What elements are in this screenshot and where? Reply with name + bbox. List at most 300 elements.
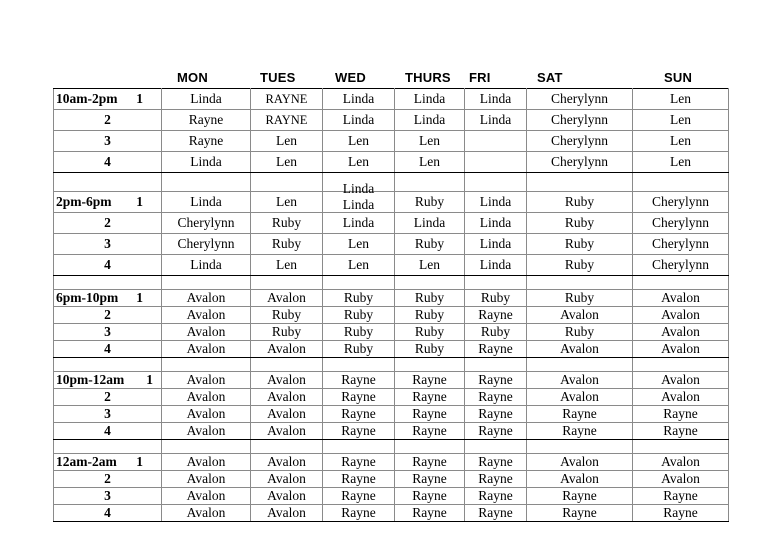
shift-cell[interactable]: [527, 471, 633, 488]
shift-cell[interactable]: [527, 110, 633, 131]
shift-cell[interactable]: [465, 255, 527, 276]
shift-cell-text: Len: [348, 133, 369, 148]
shift-cell[interactable]: [251, 110, 323, 131]
spacer-cell: [251, 276, 323, 290]
shift-cell[interactable]: [323, 423, 395, 440]
shift-cell[interactable]: [465, 505, 527, 522]
spacer-cell: [465, 440, 527, 454]
shift-cell-text: Ruby: [564, 324, 595, 339]
shift-cell-text: Avalon: [661, 307, 700, 322]
table-row: [54, 290, 729, 307]
shift-cell-text: Avalon: [186, 454, 226, 469]
row-number: 4: [104, 341, 111, 356]
shift-cell-text: Rayne: [663, 505, 698, 520]
shift-cell-text: Cherylynn: [551, 112, 608, 127]
shift-cell-text: Ruby: [271, 307, 302, 322]
shift-cell[interactable]: [251, 505, 323, 522]
shift-cell[interactable]: [395, 389, 465, 406]
table-row: [54, 406, 729, 423]
shift-cell-text: Avalon: [267, 341, 306, 356]
shift-cell[interactable]: [633, 307, 729, 324]
shift-cell-text: Avalon: [560, 389, 599, 404]
shift-cell[interactable]: [323, 389, 395, 406]
shift-cell-text: Avalon: [267, 471, 306, 486]
shift-cell[interactable]: [251, 234, 323, 255]
shift-cell[interactable]: [527, 234, 633, 255]
shift-cell[interactable]: [395, 324, 465, 341]
shift-cell[interactable]: [162, 192, 251, 213]
shift-cell-text: Avalon: [661, 290, 700, 305]
spacer-cell: [527, 358, 633, 372]
shift-cell[interactable]: [527, 255, 633, 276]
shift-cell[interactable]: [527, 192, 633, 213]
shift-cell[interactable]: [465, 110, 527, 131]
shift-cell-text: Avalon: [186, 341, 226, 356]
shift-cell-text: Len: [348, 154, 369, 169]
shift-cell[interactable]: [323, 290, 395, 307]
row-number-cell: [54, 406, 162, 423]
shift-cell-text: Rayne: [412, 454, 447, 469]
spacer-cell: [633, 276, 729, 290]
shift-cell[interactable]: [633, 406, 729, 423]
shift-cell[interactable]: [251, 454, 323, 471]
row-number: 3: [104, 133, 111, 148]
shift-cell-text: RAYNE: [265, 92, 308, 106]
shift-cell[interactable]: [323, 406, 395, 423]
shift-cell[interactable]: [395, 488, 465, 505]
shift-cell[interactable]: [465, 234, 527, 255]
shift-cell[interactable]: [251, 372, 323, 389]
shift-cell[interactable]: [465, 372, 527, 389]
shift-cell[interactable]: [323, 181, 395, 213]
shift-cell[interactable]: [251, 290, 323, 307]
time-range-label-cell: [54, 290, 162, 307]
spacer-cell: [251, 440, 323, 454]
shift-cell-text: Linda: [479, 215, 512, 230]
time-range-label: 10am-2pm: [56, 91, 118, 106]
shift-cell[interactable]: [527, 372, 633, 389]
shift-cell[interactable]: [465, 454, 527, 471]
shift-cell-text: Avalon: [186, 406, 226, 421]
row-number-cell: [54, 131, 162, 152]
shift-cell-text: Avalon: [267, 423, 306, 438]
shift-cell[interactable]: [633, 423, 729, 440]
shift-cell[interactable]: [323, 372, 395, 389]
shift-cell-text: Linda: [342, 91, 375, 106]
block-spacer-row: [54, 276, 729, 290]
table-row: [54, 192, 729, 213]
row-number: 2: [104, 112, 111, 127]
shift-cell-text: Avalon: [186, 307, 226, 322]
shift-cell-text: Ruby: [271, 324, 302, 339]
shift-cell[interactable]: [633, 255, 729, 276]
shift-cell-text: Rayne: [478, 307, 513, 322]
shift-cell-text: Avalon: [186, 423, 226, 438]
shift-cell-text: Avalon: [186, 471, 226, 486]
shift-cell[interactable]: [527, 290, 633, 307]
spacer-cell: [323, 440, 395, 454]
shift-cell[interactable]: [527, 131, 633, 152]
shift-cell[interactable]: [395, 471, 465, 488]
shift-cell[interactable]: [162, 389, 251, 406]
shift-cell[interactable]: [633, 372, 729, 389]
shift-cell-text-clipped-top: Linda: [342, 181, 375, 196]
shift-cell[interactable]: [633, 131, 729, 152]
row-number: 2: [104, 389, 111, 404]
shift-cell[interactable]: [251, 213, 323, 234]
shift-cell[interactable]: [251, 406, 323, 423]
shift-cell[interactable]: [465, 406, 527, 423]
shift-cell-text: Ruby: [414, 236, 445, 251]
shift-cell[interactable]: [527, 454, 633, 471]
row-number-cell: [54, 423, 162, 440]
row-number: 1: [136, 194, 143, 209]
shift-cell[interactable]: [323, 89, 395, 110]
shift-cell[interactable]: [527, 213, 633, 234]
row-number-cell: [54, 110, 162, 131]
shift-cell[interactable]: [633, 488, 729, 505]
shift-cell[interactable]: [527, 324, 633, 341]
shift-cell[interactable]: [465, 471, 527, 488]
row-number-cell: [54, 488, 162, 505]
shift-cell-text: Linda: [190, 257, 222, 272]
shift-cell-text: Linda: [342, 215, 375, 230]
shift-cell[interactable]: [323, 505, 395, 522]
shift-cell-text: Rayne: [562, 488, 597, 503]
shift-cell[interactable]: [251, 324, 323, 341]
shift-cell-text: Len: [419, 154, 440, 169]
row-number: 4: [104, 154, 111, 169]
day-header-row: [53, 69, 729, 87]
spacer-cell: [251, 173, 323, 192]
shift-cell-text: Ruby: [414, 324, 445, 339]
shift-cell[interactable]: [633, 290, 729, 307]
block-spacer-row: [54, 358, 729, 372]
shift-cell[interactable]: [251, 341, 323, 358]
shift-cell-text: Rayne: [341, 505, 376, 520]
shift-cell[interactable]: [395, 152, 465, 173]
shift-cell[interactable]: [465, 423, 527, 440]
shift-cell-text: Len: [670, 154, 691, 169]
shift-cell-text: Rayne: [341, 454, 376, 469]
shift-cell-text: Avalon: [267, 406, 306, 421]
shift-cell[interactable]: [162, 255, 251, 276]
time-range-label: 2pm-6pm: [56, 194, 112, 209]
shift-cell-text: Cherylynn: [551, 91, 608, 106]
column-header-fri: FRI: [469, 70, 491, 85]
shift-cell[interactable]: [323, 234, 395, 255]
shift-cell[interactable]: [251, 307, 323, 324]
spacer-cell: [162, 358, 251, 372]
shift-cell[interactable]: [465, 307, 527, 324]
shift-cell[interactable]: [251, 423, 323, 440]
shift-cell-text: Ruby: [564, 194, 595, 209]
shift-cell[interactable]: [162, 454, 251, 471]
shift-cell[interactable]: [323, 152, 395, 173]
shift-cell-text: Rayne: [341, 423, 376, 438]
shift-cell-text: Avalon: [186, 505, 226, 520]
row-number-cell: [54, 471, 162, 488]
shift-cell[interactable]: [162, 372, 251, 389]
shift-cell[interactable]: [633, 234, 729, 255]
spacer-cell: [465, 173, 527, 192]
shift-cell[interactable]: [395, 131, 465, 152]
shift-cell[interactable]: [527, 505, 633, 522]
shift-cell[interactable]: [251, 89, 323, 110]
spacer-cell: [323, 276, 395, 290]
shift-cell-text: Rayne: [663, 423, 698, 438]
row-number: 2: [104, 471, 111, 486]
shift-cell[interactable]: [395, 454, 465, 471]
shift-cell-text: Rayne: [412, 406, 447, 421]
table-row: [54, 307, 729, 324]
shift-cell[interactable]: [633, 213, 729, 234]
row-number: 1: [146, 372, 153, 387]
shift-cell[interactable]: [633, 341, 729, 358]
time-range-label-cell: [54, 192, 162, 213]
shift-cell[interactable]: [395, 307, 465, 324]
shift-cell-text: Cherylynn: [652, 236, 709, 251]
shift-cell-text: Rayne: [412, 423, 447, 438]
shift-cell[interactable]: [395, 213, 465, 234]
shift-cell-text: Ruby: [564, 290, 595, 305]
shift-cell[interactable]: [633, 110, 729, 131]
spacer-cell: [633, 173, 729, 192]
shift-cell[interactable]: [323, 454, 395, 471]
shift-cell-text: Avalon: [267, 454, 306, 469]
table-row: [54, 372, 729, 389]
row-number-cell: [54, 341, 162, 358]
shift-cell[interactable]: [527, 89, 633, 110]
row-number: 3: [104, 324, 111, 339]
shift-cell-text: Avalon: [560, 471, 599, 486]
shift-cell[interactable]: [162, 234, 251, 255]
shift-cell-text: Cherylynn: [177, 215, 235, 230]
shift-cell[interactable]: [465, 89, 527, 110]
table-row: [54, 255, 729, 276]
time-range-label-cell: [54, 89, 162, 110]
shift-cell-text: Rayne: [478, 454, 513, 469]
row-number-cell: [54, 389, 162, 406]
shift-cell[interactable]: [633, 471, 729, 488]
shift-cell-text: Avalon: [661, 454, 700, 469]
shift-cell[interactable]: [162, 213, 251, 234]
row-number: 3: [104, 236, 111, 251]
shift-cell-text: Linda: [413, 112, 446, 127]
shift-cell-text: Cherylynn: [652, 194, 709, 209]
shift-cell[interactable]: [395, 423, 465, 440]
shift-cell-text: Avalon: [186, 290, 226, 305]
shift-cell-text: Len: [276, 194, 297, 209]
shift-cell-text: Avalon: [661, 372, 700, 387]
shift-cell[interactable]: [395, 341, 465, 358]
shift-cell[interactable]: [162, 341, 251, 358]
shift-cell-text: Len: [276, 257, 297, 272]
shift-cell[interactable]: [465, 152, 527, 173]
spacer-cell: [162, 440, 251, 454]
shift-cell[interactable]: [527, 341, 633, 358]
spacer-cell: [395, 173, 465, 192]
shift-cell-text: Len: [348, 236, 369, 251]
shift-cell[interactable]: [395, 406, 465, 423]
shift-cell[interactable]: [633, 505, 729, 522]
table-row: [54, 131, 729, 152]
shift-cell[interactable]: [162, 89, 251, 110]
shift-cell-text: Rayne: [341, 389, 376, 404]
shift-cell-text: Avalon: [560, 454, 599, 469]
shift-cell[interactable]: [162, 307, 251, 324]
shift-cell-text: Rayne: [412, 471, 447, 486]
shift-cell[interactable]: [527, 423, 633, 440]
table-row: [54, 234, 729, 255]
shift-cell[interactable]: [251, 152, 323, 173]
shift-cell[interactable]: [395, 505, 465, 522]
shift-cell-text: Ruby: [480, 324, 511, 339]
shift-cell-text: Ruby: [564, 236, 595, 251]
row-number-cell: [54, 213, 162, 234]
shift-cell-text: Rayne: [562, 423, 597, 438]
shift-cell-text: Rayne: [412, 488, 447, 503]
shift-cell[interactable]: [465, 341, 527, 358]
shift-cell[interactable]: [251, 471, 323, 488]
shift-cell[interactable]: [323, 213, 395, 234]
spacer-cell: [162, 173, 251, 192]
shift-cell[interactable]: [633, 454, 729, 471]
shift-cell[interactable]: [395, 234, 465, 255]
shift-cell-text: Rayne: [478, 423, 513, 438]
shift-cell[interactable]: [251, 488, 323, 505]
shift-cell[interactable]: [527, 406, 633, 423]
spacer-cell: [633, 358, 729, 372]
shift-cell-text: Len: [670, 133, 691, 148]
shift-cell-text: Linda: [190, 154, 222, 169]
shift-cell[interactable]: [527, 152, 633, 173]
shift-cell[interactable]: [465, 389, 527, 406]
shift-cell[interactable]: [465, 131, 527, 152]
shift-cell-text: Ruby: [343, 290, 374, 305]
row-number: 1: [136, 290, 143, 305]
shift-cell[interactable]: [162, 406, 251, 423]
shift-cell[interactable]: [633, 324, 729, 341]
shift-cell[interactable]: [251, 131, 323, 152]
shift-cell-text: Linda: [479, 91, 512, 106]
shift-cell-text: Linda: [479, 236, 512, 251]
row-number: 1: [136, 91, 143, 106]
shift-cell[interactable]: [323, 324, 395, 341]
shift-cell[interactable]: [395, 290, 465, 307]
row-number: 3: [104, 406, 111, 421]
shift-cell[interactable]: [162, 505, 251, 522]
shift-cell[interactable]: [633, 152, 729, 173]
shift-cell[interactable]: [395, 110, 465, 131]
shift-cell[interactable]: [251, 389, 323, 406]
shift-cell[interactable]: [323, 488, 395, 505]
shift-cell-text: Rayne: [478, 505, 513, 520]
shift-cell-text: Ruby: [414, 307, 445, 322]
shift-cell-text: Avalon: [560, 341, 599, 356]
shift-cell[interactable]: [162, 152, 251, 173]
shift-cell-text: Rayne: [341, 488, 376, 503]
shift-cell[interactable]: [251, 255, 323, 276]
shift-cell-text: Avalon: [186, 324, 226, 339]
shift-cell[interactable]: [527, 307, 633, 324]
shift-cell[interactable]: [395, 255, 465, 276]
shift-cell-text: Avalon: [560, 372, 599, 387]
column-header-mon: MON: [177, 70, 208, 85]
shift-cell[interactable]: [465, 213, 527, 234]
table-row: [54, 152, 729, 173]
shift-cell-text: Rayne: [478, 372, 513, 387]
shift-cell[interactable]: [323, 131, 395, 152]
shift-cell[interactable]: [395, 89, 465, 110]
spacer-cell: [395, 276, 465, 290]
shift-cell[interactable]: [162, 423, 251, 440]
shift-cell[interactable]: [162, 290, 251, 307]
row-number: 4: [104, 257, 111, 272]
shift-cell[interactable]: [527, 389, 633, 406]
shift-cell-text: Rayne: [478, 389, 513, 404]
shift-cell[interactable]: [323, 255, 395, 276]
shift-cell[interactable]: [162, 488, 251, 505]
shift-cell[interactable]: [465, 290, 527, 307]
row-number-cell: [54, 307, 162, 324]
shift-cell[interactable]: [633, 389, 729, 406]
shift-cell[interactable]: [395, 372, 465, 389]
shift-cell-text: Ruby: [343, 307, 374, 322]
shift-cell[interactable]: [465, 192, 527, 213]
shift-cell-text: Rayne: [188, 133, 224, 148]
shift-cell-text: Rayne: [478, 488, 513, 503]
shift-cell[interactable]: [162, 110, 251, 131]
shift-cell[interactable]: [465, 324, 527, 341]
row-number-cell: [54, 505, 162, 522]
shift-cell-text: Len: [276, 133, 297, 148]
column-header-sat: SAT: [537, 70, 563, 85]
shift-cell[interactable]: [162, 131, 251, 152]
spacer-cell: [54, 440, 162, 454]
shift-cell[interactable]: [465, 488, 527, 505]
spacer-cell: [527, 276, 633, 290]
shift-cell-text: Avalon: [267, 389, 306, 404]
shift-cell[interactable]: [323, 110, 395, 131]
shift-cell[interactable]: [633, 89, 729, 110]
shift-cell-text: Avalon: [560, 307, 599, 322]
shift-cell[interactable]: [162, 471, 251, 488]
shift-cell[interactable]: [162, 324, 251, 341]
table-row: [54, 324, 729, 341]
shift-cell[interactable]: [323, 471, 395, 488]
table-row: [54, 89, 729, 110]
shift-cell-text: Avalon: [186, 488, 226, 503]
shift-cell[interactable]: [323, 341, 395, 358]
shift-cell-text: Avalon: [661, 471, 700, 486]
shift-cell[interactable]: [527, 488, 633, 505]
shift-cell[interactable]: [251, 192, 323, 213]
row-number-cell: [54, 152, 162, 173]
spacer-cell: [54, 358, 162, 372]
table-row: [54, 505, 729, 522]
shift-cell-text: Cherylynn: [551, 154, 608, 169]
shift-cell-text: Rayne: [412, 372, 447, 387]
row-number: 1: [136, 454, 143, 469]
shift-cell-text: Ruby: [564, 257, 595, 272]
time-range-label: 10pm-12am: [56, 372, 125, 387]
row-number: 2: [104, 215, 111, 230]
shift-cell[interactable]: [395, 192, 465, 213]
shift-cell[interactable]: [323, 307, 395, 324]
spacer-cell: [251, 358, 323, 372]
shift-cell[interactable]: [633, 192, 729, 213]
